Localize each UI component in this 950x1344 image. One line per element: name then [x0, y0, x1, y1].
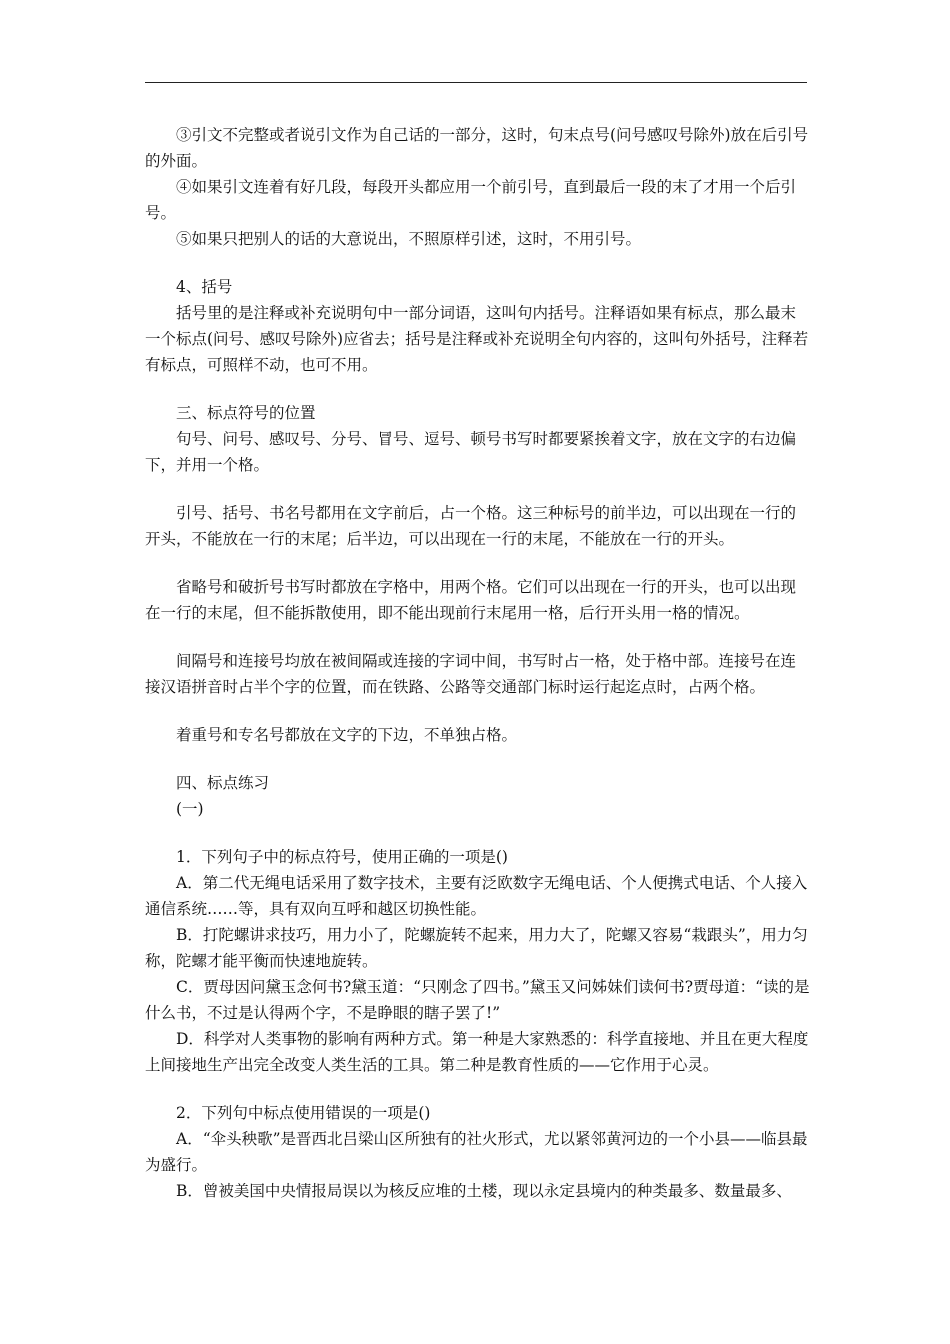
paragraph-brackets: 括号里的是注释或补充说明句中一部分词语，这叫句内括号。注释语如果有标点，那么最末一个标点(问号、感叹号除外)应省去；括号是注释或补充说明全句内容的，这叫句外括号，注释若有标点，可照样不动，也可不用。 [145, 304, 809, 374]
document-body [145, 122, 810, 1204]
question-2-option-b: B．曾被美国中央情报局误以为核反应堆的土楼，现以永定县境内的种类最多、数量最多、 [176, 1182, 792, 1200]
question-1-option-b: B．打陀螺讲求技巧，用力小了，陀螺旋转不起来，用力大了，陀螺又容易“栽跟头”，用力匀称，陀螺才能平衡而快速地旋转。 [145, 926, 808, 970]
paragraph-period-position: 句号、问号、感叹号、分号、冒号、逗号、顿号书写时都要紧挨着文字，放在文字的右边偏下，并用一个格。 [145, 430, 797, 474]
paragraph-emphasis-position: 着重号和专名号都放在文字的下边，不单独占格。 [176, 726, 518, 744]
heading-brackets: 4、括号 [176, 278, 233, 296]
paragraph-quote-rule-5: ⑤如果只把别人的话的大意说出，不照原样引述，这时，不用引号。 [176, 230, 642, 248]
question-1-option-c: C．贾母因问黛玉念何书?黛玉道：“只刚念了四书。”黛玉又问姊妹们读何书?贾母道：“读的是什么书，不过是认得两个字，不是睁眼的瞎子罢了!” [145, 978, 810, 1022]
heading-positions: 三、标点符号的位置 [176, 404, 316, 422]
question-1: 1．下列句子中的标点符号，使用正确的一项是() [176, 848, 508, 866]
paragraph-ellipsis-position: 省略号和破折号书写时都放在字格中，用两个格。它们可以出现在一行的开头，也可以出现在一行的末尾，但不能拆散使用，即不能出现前行末尾用一格，后行开头用一格的情况。 [145, 578, 797, 622]
question-1-option-d: D．科学对人类事物的影响有两种方式。第一种是大家熟悉的：科学直接地、并且在更大程度上间接地生产出完全改变人类生活的工具。第二种是教育性质的——它作用于心灵。 [145, 1030, 809, 1074]
paragraph-hyphen-position: 间隔号和连接号均放在被间隔或连接的字词中间，书写时占一格，处于格中部。连接号在连接汉语拼音时占半个字的位置，而在铁路、公路等交通部门标时运行起迄点时，占两个格。 [145, 652, 797, 696]
paragraph-quote-rule-4: ④如果引文连着有好几段，每段开头都应用一个前引号，直到最后一段的末了才用一个后引号。 [145, 178, 797, 222]
heading-exercises: 四、标点练习 [176, 774, 270, 792]
question-2: 2．下列句中标点使用错误的一项是() [176, 1104, 431, 1122]
question-1-option-a: A．第二代无绳电话采用了数字技术，主要有泛欧数字无绳电话、个人便携式电话、个人接入通信系统……等，具有双向互呼和越区切换性能。 [145, 874, 808, 918]
question-2-option-a: A．“伞头秧歌”是晋西北吕梁山区所独有的社火形式，尤以紧邻黄河边的一个小县——临县最为盛行。 [145, 1130, 808, 1174]
subheading-part-one: (一) [176, 800, 204, 818]
paragraph-quote-rule-3: ③引文不完整或者说引文作为自己话的一部分，这时，句末点号(问号感叹号除外)放在后引号的外面。 [145, 126, 809, 170]
paragraph-quote-position: 引号、括号、书名号都用在文字前后，占一个格。这三种标号的前半边，可以出现在一行的开头，不能放在一行的末尾；后半边，可以出现在一行的末尾，不能放在一行的开头。 [145, 504, 797, 548]
header-rule [145, 82, 807, 83]
